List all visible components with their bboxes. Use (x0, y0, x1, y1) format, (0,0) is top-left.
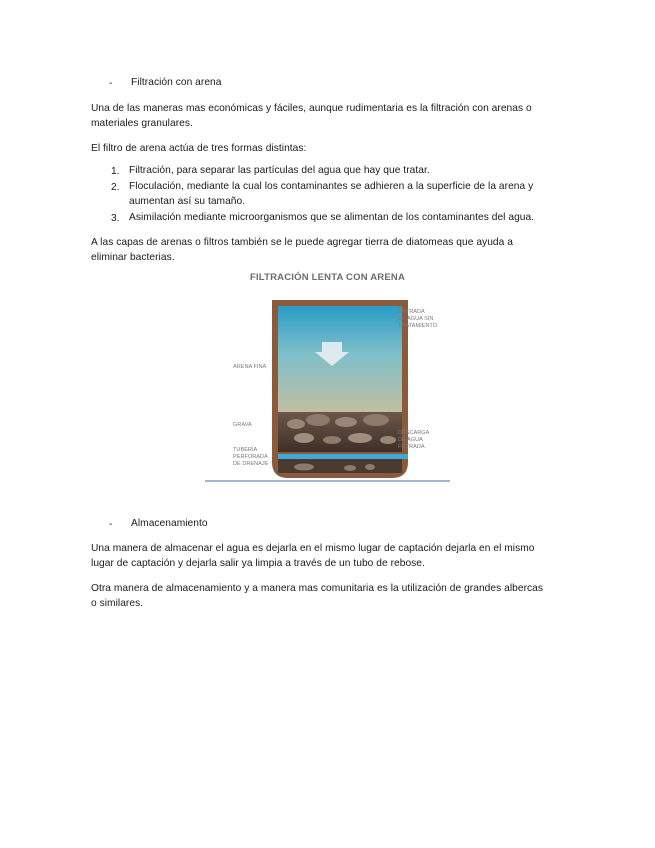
list-number: 3. (111, 213, 120, 224)
storage-p1-line-2: lugar de captación y dejarla salir ya limpia a través de un tubo de rebose. (91, 558, 425, 569)
list-number: 2. (111, 182, 120, 193)
list-number: 1. (111, 166, 120, 177)
list-item: Asimilación mediante microorganismos que se alimentan de los contaminantes del agua. (129, 212, 535, 223)
storage-p2-line-2: o similares. (91, 598, 144, 609)
label-tuberia: TUBERÍA PERFORADA DE DRENAJE (233, 447, 269, 467)
forms-intro: El filtro de arena actúa de tres formas distintas: (91, 143, 307, 154)
list-item: Floculación, mediante la cual los contaminantes se adhieren a la superficie de la arena y (129, 181, 534, 192)
intro-line-1: Una de las maneras mas económicas y fáciles, aunque rudimentaria es la filtración con arenas o (91, 103, 532, 114)
label-descarga: DESCARGA DE AGUA FILTRADA (398, 430, 430, 450)
label-arena-fina: ARENA FINA (233, 364, 267, 370)
bullet-dash: - (109, 78, 113, 89)
water-sand-layer (278, 306, 402, 414)
bullet-dash: - (109, 519, 113, 530)
label-grava: GRAVA (233, 422, 252, 428)
list-item-continued: aumentan así su tamaño. (129, 196, 246, 207)
storage-p1-line-1: Una manera de almacenar el agua es dejarla en el mismo lugar de captación dejarla en el mismo (91, 543, 535, 554)
drain-pipe (278, 454, 408, 459)
list-item: Filtración, para separar las partículas del agua que hay que tratar. (129, 165, 430, 176)
intro-line-2: materiales granulares. (91, 118, 193, 129)
figure-title: FILTRACIÓN LENTA CON ARENA (249, 272, 406, 283)
section-heading-almacenamiento: Almacenamiento (131, 518, 208, 529)
slow-sand-filter-diagram (200, 272, 455, 486)
diatom-line-2: eliminar bacterias. (91, 252, 175, 263)
storage-p2-line-1: Otra manera de almacenamiento y a manera mas comunitaria es la utilización de grandes albercas (91, 583, 544, 594)
section-heading-filtracion: Filtración con arena (131, 77, 222, 88)
label-entrada: ENTRADA DE AGUA SIN TRATAMIENTO (398, 309, 438, 329)
diatom-line-1: A las capas de arenas o filtros también se le puede agregar tierra de diatomeas que ayuda a (91, 237, 513, 248)
